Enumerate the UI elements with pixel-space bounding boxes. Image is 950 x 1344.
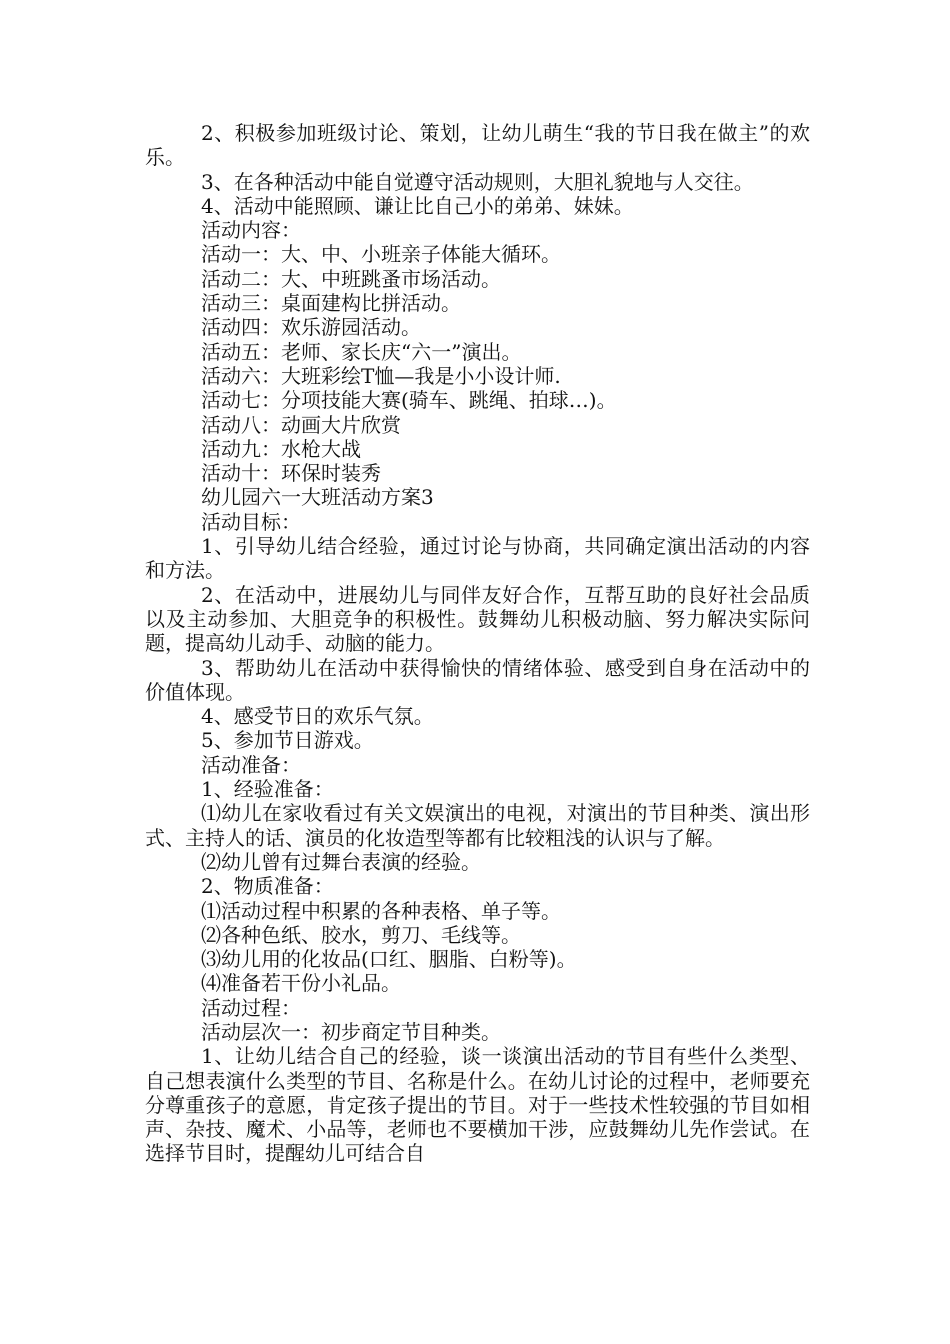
list-item: ⑴活动过程中积累的各种表格、单子等。 (201, 898, 561, 923)
list-item: ⑶幼儿用的化妆品(口红、胭脂、白粉等)。 (201, 947, 577, 972)
list-item: 活动七：分项技能大赛(骑车、跳绳、拍球…)。 (201, 388, 617, 413)
list-item: 活动三：桌面建构比拼活动。 (201, 291, 461, 316)
list-item: 活动九：水枪大战 (201, 436, 361, 461)
paragraph: 2、在活动中，进展幼儿与同伴友好合作，互帮互助的良好社会品质以及主动参加、大胆竞争的积极性。鼓舞幼儿积极动脑、努力解决实际问题，提高幼儿动手、动脑的能力。 (145, 582, 810, 656)
list-item: 活动八：动画大片欣赏 (201, 412, 401, 437)
paragraph: 2、积极参加班级讨论、策划，让幼儿萌生“我的节日我在做主”的欢乐。 (145, 121, 810, 170)
paragraph: 3、帮助幼儿在活动中获得愉快的情绪体验、感受到自身在活动中的价值体现。 (145, 655, 810, 704)
paragraph: 4、活动中能照顾、谦让比自己小的弟弟、妹妹。 (201, 193, 634, 218)
paragraph: 4、感受节日的欢乐气氛。 (201, 704, 434, 729)
paragraph: ⑴幼儿在家收看过有关文娱演出的电视，对演出的节目种类、演出形式、主持人的话、演员的化妆造型等都有比较粗浅的认识与了解。 (145, 801, 810, 850)
subsection-heading: 2、物质准备： (201, 874, 334, 899)
paragraph: 1、让幼儿结合自己的经验，谈一谈演出活动的节目有些什么类型、自己想表演什么类型的节目、名称是什么。在幼儿讨论的过程中，老师要充分尊重孩子的意愿，肯定孩子提出的节目。对于一些技术性较强的节目如相声、杂技、魔术、小品等，老师也不要横加干涉，应鼓舞幼儿先作尝试。在选择节目时，提醒幼儿可结合自 (145, 1044, 810, 1166)
document-body (145, 121, 810, 1166)
paragraph: 3、在各种活动中能自觉遵守活动规则，大胆礼貌地与人交往。 (201, 169, 754, 194)
list-item: 活动十：环保时装秀 (201, 461, 381, 486)
list-item: 活动六：大班彩绘T恤—我是小小设计师. (201, 363, 561, 388)
section-heading: 活动目标： (201, 509, 301, 534)
subsection-heading: 1、经验准备： (201, 777, 334, 802)
list-item: ⑷准备若干份小礼品。 (201, 971, 401, 996)
list-item: 活动四：欢乐游园活动。 (201, 315, 421, 340)
section-heading: 活动内容： (201, 218, 301, 243)
document-title: 幼儿园六一大班活动方案3 (201, 485, 434, 510)
list-item: ⑵各种色纸、胶水，剪刀、毛线等。 (201, 922, 521, 947)
paragraph: ⑵幼儿曾有过舞台表演的经验。 (201, 849, 481, 874)
list-item: 活动二：大、中班跳蚤市场活动。 (201, 266, 501, 291)
subsection-heading: 活动层次一：初步商定节目种类。 (201, 1019, 501, 1044)
paragraph: 5、参加节日游戏。 (201, 728, 374, 753)
list-item: 活动一：大、中、小班亲子体能大循环。 (201, 242, 561, 267)
section-heading: 活动准备： (201, 752, 301, 777)
list-item: 活动五：老师、家长庆“六一”演出。 (201, 339, 522, 364)
paragraph: 1、引导幼儿结合经验，通过讨论与协商，共同确定演出活动的内容和方法。 (145, 534, 810, 583)
section-heading: 活动过程： (201, 995, 301, 1020)
